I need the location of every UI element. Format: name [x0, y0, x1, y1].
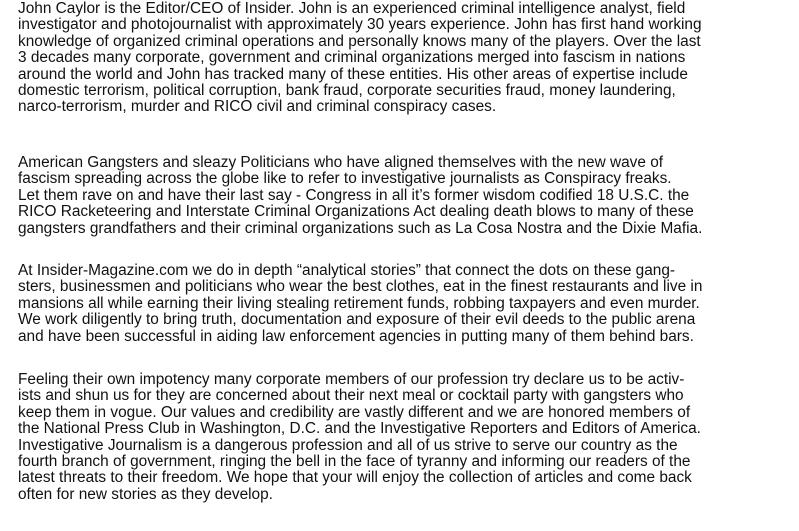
text-line: John Caylor is the Editor/CEO of Insider. John is an experienced criminal intelligence analyst, field — [18, 0, 686, 17]
text-line: RICO Racketeering and Interstate Criminal Organizations Act dealing death blows to many of these — [18, 203, 694, 221]
text-line: American Gangsters and sleazy Politicians who have aligned themselves with the new wave of — [18, 154, 664, 171]
text-line: the National Press Club in Washington, D.C. and the Investigative Reporters and Editors of America. — [18, 420, 701, 438]
text-line: mansions all while earning their living stealing retirement funds, robbing taxpayers and even murder. — [18, 294, 700, 312]
text-line: Investigative Journalism is a dangerous profession and all of us strive to serve our country as the — [18, 436, 678, 454]
text-line: often for new stories as they develop. — [18, 485, 273, 503]
text-line: latest threats to their freedom. We hope that your will enjoy the collection of articles and come back — [18, 469, 692, 487]
text-line: Let them rave on and have their last say - Congress in all it’s former wisdom codified 18 U.S.C. the — [18, 186, 690, 204]
text-line: keep them in vogue. Our values and credibility are vastly different and we are honored members of — [18, 403, 691, 421]
text-line: 3 decades many corporate, government and criminal organizations merged into fascism in nations — [18, 49, 686, 67]
text-line: We work diligently to bring truth, documentation and exposure of their evil deeds to the public arena — [18, 311, 696, 329]
text-line: gangsters grandfathers and their criminal organizations such as La Cosa Nostra and the Dixie Mafia. — [18, 219, 703, 237]
paragraph-about-editor — [18, 1, 702, 116]
paragraph-insider-magazine — [18, 263, 702, 345]
text-line: and have been successful in aiding law enforcement agencies in putting many of them behind bars. — [18, 327, 694, 345]
text-line: domestic terrorism, political corruption, bank fraud, corporate securities fraud, money laundering, — [18, 82, 676, 100]
text-line: At Insider-Magazine.com we do in depth “analytical stories” that connect the dots on these gang- — [18, 262, 676, 279]
text-line: Feeling their own impotency many corporate members of our profession try declare us to be activ- — [18, 371, 685, 388]
text-line: fascism spreading across the globe like to refer to investigative journalists as Conspiracy freaks. — [18, 170, 672, 188]
text-line: knowledge of organized criminal operations and personally knows many of the players. Over the last — [18, 32, 701, 50]
text-line: investigator and photojournalist with approximately 30 years experience. John has first hand working — [18, 16, 702, 34]
paragraph-gangsters — [18, 155, 702, 237]
text-line: ists and shun us for they are concerned about their next meal or cocktail party with gangsters who — [18, 387, 684, 405]
text-line: narco-terrorism, murder and RICO civil and criminal conspiracy cases. — [18, 98, 497, 116]
text-line: sters, businessmen and politicians who wear the best clothes, eat in the finest restaurants and live in — [18, 278, 703, 296]
text-line: fourth branch of government, ringing the bell in the face of tyranny and informing our readers of the — [18, 453, 691, 471]
paragraph-profession — [18, 372, 701, 503]
text-line: around the world and John has tracked many of these entities. His other areas of expertise include — [18, 65, 688, 83]
